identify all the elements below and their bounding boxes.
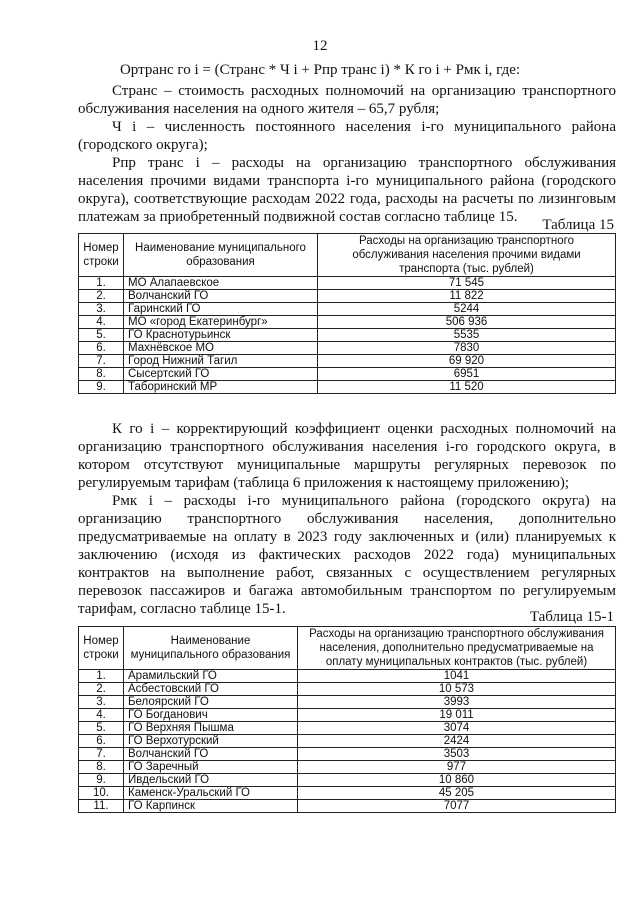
table-row (79, 303, 616, 316)
header-expenses: Расходы на организацию транспортного обслуживания населения прочими видами транспорта (тыс. рублей) (318, 234, 616, 277)
table-row (79, 277, 616, 290)
table-15-1-body (79, 670, 616, 813)
row-number: 2. (79, 683, 124, 696)
page-number: 12 (312, 38, 328, 54)
row-number: 6. (79, 735, 124, 748)
municipality-name: МО Алапаевское (124, 277, 318, 290)
header-row-number: Номер строки (79, 627, 124, 670)
row-number: 5. (79, 329, 124, 342)
table15-caption: Таблица 15 (542, 217, 614, 233)
municipality-name: Арамильский ГО (124, 670, 298, 683)
row-number: 1. (79, 277, 124, 290)
municipality-name: ГО Карпинск (124, 800, 298, 813)
table15-1-caption: Таблица 15-1 (529, 609, 614, 625)
table-row (79, 683, 616, 696)
expense-value: 10 860 (298, 774, 616, 787)
paragraph-population (78, 118, 616, 154)
municipality-name: Белоярский ГО (124, 696, 298, 709)
municipality-name: Асбестовский ГО (124, 683, 298, 696)
expense-value: 71 545 (318, 277, 616, 290)
row-number: 2. (79, 290, 124, 303)
paragraph-population-text: Ч i – численность постоянного населения i-го муниципального района (городского округа); (78, 119, 616, 153)
expense-value: 6951 (318, 368, 616, 381)
table-row (79, 748, 616, 761)
municipality-name: ГО Заречный (124, 761, 298, 774)
expense-value: 69 920 (318, 355, 616, 368)
row-number: 11. (79, 800, 124, 813)
expense-value: 3503 (298, 748, 616, 761)
row-number: 8. (79, 761, 124, 774)
formula: Ортранс го i = (Странс * Ч i + Рпр транс i) * К го i + Рмк i, где: (119, 62, 521, 78)
expense-value: 7830 (318, 342, 616, 355)
municipality-name: Таборинский МР (124, 381, 318, 394)
expense-value: 10 573 (298, 683, 616, 696)
expense-value: 19 011 (298, 709, 616, 722)
expense-value: 2424 (298, 735, 616, 748)
expense-value: 5535 (318, 329, 616, 342)
municipality-name: Волчанский ГО (124, 290, 318, 303)
municipality-name: Город Нижний Тагил (124, 355, 318, 368)
expense-value: 3993 (298, 696, 616, 709)
paragraph-rmk (78, 492, 616, 618)
paragraph-rpr-trans-text: Рпр транс i – расходы на организацию транспортного обслуживания населения прочими видами транспорта i-го муниципального района (городского округа), соответствующие расходам 2022 года, расходы на расчеты по лизинговым платежам за приобретенный подвижной состав согласно таблице 15. (78, 155, 616, 225)
expense-value: 11 822 (318, 290, 616, 303)
municipality-name: Сысертский ГО (124, 368, 318, 381)
municipality-name: ГО Богданович (124, 709, 298, 722)
expense-value: 506 936 (318, 316, 616, 329)
paragraph-rpr-trans (78, 154, 616, 226)
table-row (79, 290, 616, 303)
table-header-row (79, 234, 616, 277)
table-row (79, 670, 616, 683)
table-15-1 (78, 626, 616, 813)
table-row (79, 722, 616, 735)
row-number: 1. (79, 670, 124, 683)
row-number: 3. (79, 303, 124, 316)
table-row (79, 787, 616, 800)
expense-value: 45 205 (298, 787, 616, 800)
row-number: 3. (79, 696, 124, 709)
row-number: 7. (79, 355, 124, 368)
expense-value: 977 (298, 761, 616, 774)
header-municipality: Наименование муниципального образования (124, 627, 298, 670)
table-row (79, 368, 616, 381)
row-number: 9. (79, 774, 124, 787)
row-number: 5. (79, 722, 124, 735)
municipality-name: МО «город Екатеринбург» (124, 316, 318, 329)
table-15-body (79, 277, 616, 394)
paragraph-strans-text: Странс – стоимость расходных полномочий на организацию транспортного обслуживания населения на одного жителя – 65,7 рубля; (78, 83, 616, 117)
table-row (79, 735, 616, 748)
header-expenses: Расходы на организацию транспортного обслуживания населения, дополнительно предусматриваемые на оплату муниципальных контрактов (тыс. рублей) (298, 627, 616, 670)
paragraph-rmk-text: Рмк i – расходы i-го муниципального района (городского округа) на организацию транспортного обслуживания населения, дополнительно предусматриваемые на оплату в 2023 году заключенных и (или) планируемых к заключению (исходя из фактических расходов 2022 года) муниципальных контрактов на выполнение работ, связанных с осуществлением регулярных перевозок пассажиров и багажа автомобильным транспортом по регулируемым тарифам, согласно таблице 15-1. (78, 493, 616, 617)
municipality-name: Гаринский ГО (124, 303, 318, 316)
paragraph-strans (78, 82, 616, 118)
municipality-name: ГО Верхняя Пышма (124, 722, 298, 735)
table-row (79, 329, 616, 342)
table-15 (78, 233, 616, 394)
municipality-name: Волчанский ГО (124, 748, 298, 761)
table-header-row (79, 627, 616, 670)
table-row (79, 696, 616, 709)
table-row (79, 709, 616, 722)
municipality-name: Ивдельский ГО (124, 774, 298, 787)
table-row (79, 381, 616, 394)
table-row (79, 800, 616, 813)
expense-value: 5244 (318, 303, 616, 316)
table-row (79, 774, 616, 787)
row-number: 9. (79, 381, 124, 394)
table-row (79, 761, 616, 774)
paragraph-k-go-text: К го i – корректирующий коэффициент оценки расходных полномочий на организацию транспортного обслуживания населения i-го городского округа, в котором отсутствуют муниципальные маршруты регулярных перевозок по регулируемым тарифам (таблица 6 приложения к настоящему приложению); (78, 421, 616, 491)
municipality-name: ГО Верхотурский (124, 735, 298, 748)
municipality-name: ГО Краснотурьинск (124, 329, 318, 342)
header-municipality: Наименование муниципального образования (124, 234, 318, 277)
expense-value: 3074 (298, 722, 616, 735)
table-row (79, 316, 616, 329)
table-row (79, 342, 616, 355)
paragraph-k-go (78, 420, 616, 492)
row-number: 4. (79, 316, 124, 329)
expense-value: 11 520 (318, 381, 616, 394)
row-number: 10. (79, 787, 124, 800)
header-row-number: Номер строки (79, 234, 124, 277)
municipality-name: Каменск-Уральский ГО (124, 787, 298, 800)
municipality-name: Махнёвское МО (124, 342, 318, 355)
row-number: 4. (79, 709, 124, 722)
table-row (79, 355, 616, 368)
expense-value: 1041 (298, 670, 616, 683)
row-number: 6. (79, 342, 124, 355)
row-number: 8. (79, 368, 124, 381)
row-number: 7. (79, 748, 124, 761)
expense-value: 7077 (298, 800, 616, 813)
